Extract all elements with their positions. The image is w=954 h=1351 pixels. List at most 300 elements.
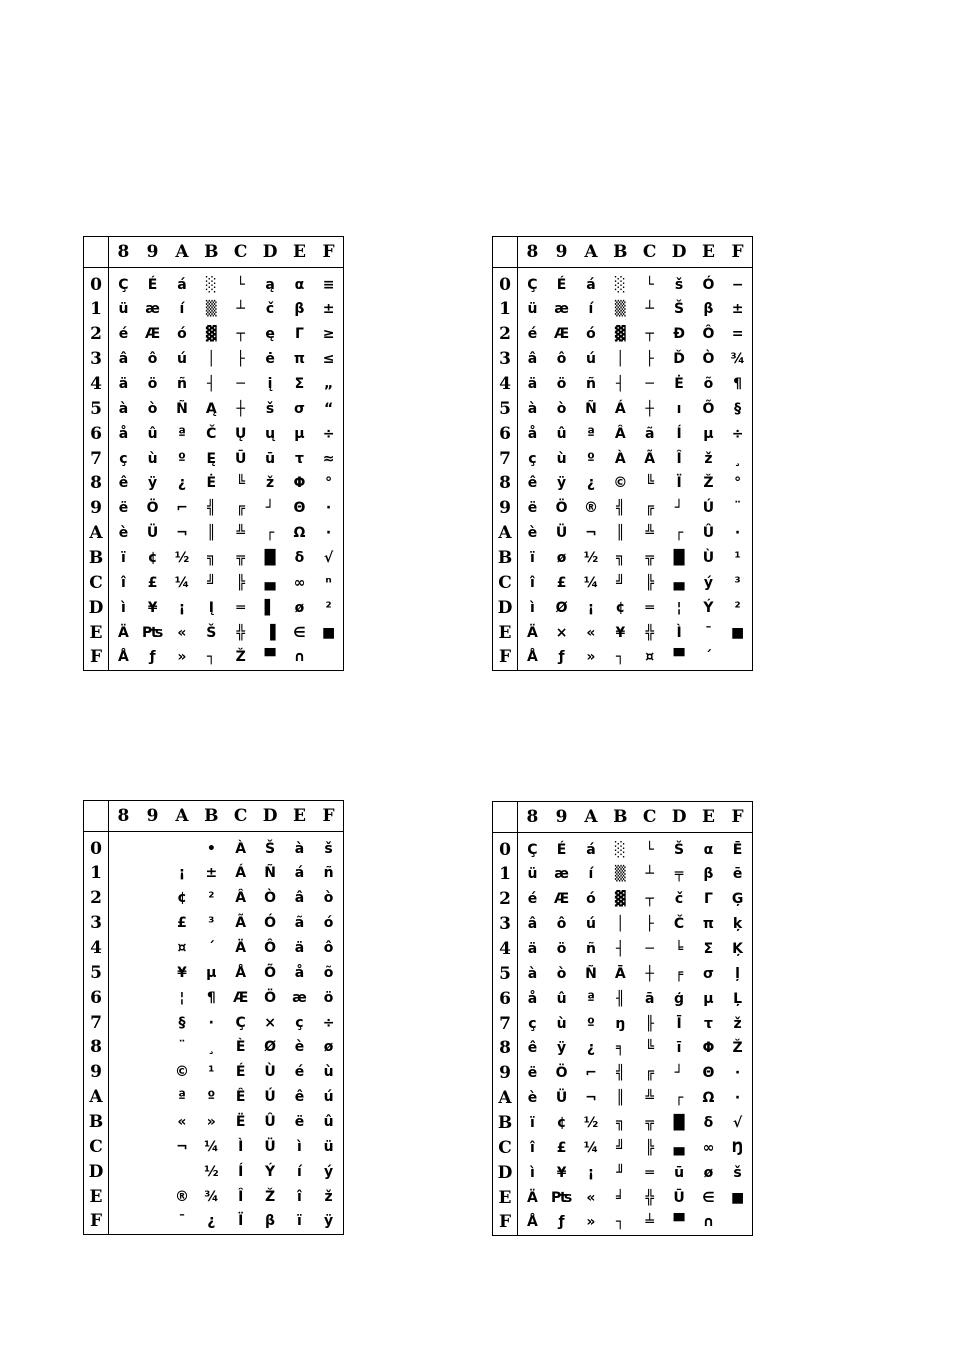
glyph-cell: ─ [236,375,245,392]
glyph-cell: æ [554,301,569,318]
glyph-cell: ▓ [614,326,626,343]
glyph-cell: ¿ [207,1213,216,1230]
glyph-cell: ╩ [645,1090,654,1107]
glyph-cell: £ [556,1139,567,1156]
glyph-cell: Ž [235,649,246,666]
glyph-cell: Σ [294,375,305,392]
glyph-cell: « [586,624,596,641]
glyph-cell: = [731,326,744,343]
glyph-cell: Á [235,865,247,882]
glyph-cell [138,1184,167,1209]
glyph-cell: ú [323,1089,334,1106]
glyph-cell: τ [703,1015,713,1032]
glyph-cell: » [206,1113,216,1130]
glyph-cell: ¬ [176,1138,188,1155]
table-row [493,1086,753,1111]
glyph-cell: ý [703,574,713,591]
glyph-cell: ¯ [704,624,712,641]
row-header: E [493,1185,518,1210]
glyph-cell [138,1159,167,1184]
glyph-cell: ö [323,989,334,1006]
glyph-cell: ╧ [645,1214,654,1231]
glyph-cell: ƒ [558,649,565,666]
table-row [84,832,344,861]
glyph-cell: ╘ [674,940,684,957]
glyph-cell: ■ [321,624,336,641]
glyph-cell: ░ [614,841,626,858]
glyph-cell: ■ [730,1189,745,1206]
column-header: D [664,237,693,268]
glyph-cell: å [294,964,305,981]
corner-cell [84,801,109,832]
glyph-cell: ½ [583,549,599,566]
glyph-cell: ë [527,500,538,517]
glyph-cell: ┌ [265,525,275,542]
table-row [84,936,344,961]
row-header: 2 [84,886,109,911]
glyph-cell: ₧ [550,1189,573,1206]
glyph-cell: · [734,1090,741,1107]
glyph-cell: ¼ [583,574,599,591]
glyph-cell: ¤ [645,649,655,666]
glyph-cell: ╬ [645,624,654,641]
glyph-cell: ø [323,1039,334,1056]
glyph-cell: ƒ [149,649,156,666]
row-header: 8 [493,471,518,496]
glyph-cell: ñ [176,375,187,392]
row-header: 0 [84,832,109,861]
table-row [84,1035,344,1060]
glyph-cell: └ [236,276,245,293]
table-row [84,570,344,595]
table-bottom-right [492,801,753,1236]
glyph-cell: ├ [236,351,245,368]
glyph-cell: ë [527,1065,538,1082]
glyph-cell: √ [323,549,334,566]
glyph-cell: ┴ [645,866,654,883]
glyph-cell: ¢ [615,599,626,616]
glyph-cell: ┐ [616,649,625,666]
column-header: F [314,237,343,268]
glyph-cell: ½ [204,1163,219,1180]
glyph-cell: ø [294,599,305,616]
table-row [493,1036,753,1061]
glyph-cell: å [118,425,129,442]
table-row [84,645,344,671]
glyph-cell: Å [118,649,129,666]
glyph-cell: ¦ [179,989,185,1006]
table-row [84,1085,344,1110]
glyph-cell: ļ [735,965,740,982]
glyph-cell: ¬ [585,525,597,542]
glyph-cell [109,1134,138,1159]
glyph-cell: Ô [264,939,277,956]
column-header: 9 [547,237,576,268]
row-header: 5 [84,396,109,421]
glyph-cell: ñ [585,375,596,392]
glyph-cell: ╕ [616,1040,625,1057]
glyph-cell [138,1010,167,1035]
glyph-cell: ▄ [673,1139,685,1156]
glyph-cell: ╬ [645,1189,654,1206]
glyph-cell: ² [325,599,332,616]
glyph-cell: î [297,1188,302,1205]
row-header: D [493,1160,518,1185]
table-row [493,1011,753,1036]
table-top-left [83,236,344,671]
table-row [84,446,344,471]
glyph-cell: Ù [264,1064,276,1081]
glyph-cell: ¿ [586,475,595,492]
glyph-cell: ┬ [645,891,654,908]
column-header: D [255,237,284,268]
glyph-cell: á [177,276,187,293]
row-header: E [84,1184,109,1209]
column-header: 8 [109,801,138,832]
table-row [84,985,344,1010]
column-header: C [635,802,664,833]
glyph-cell [138,960,167,985]
glyph-cell: î [530,574,535,591]
glyph-cell: « [177,1113,187,1130]
glyph-cell: „ [323,375,334,392]
glyph-cell: ¸ [734,450,742,467]
glyph-cell: è [527,525,538,542]
glyph-cell: ¾ [204,1188,219,1205]
glyph-cell: ¡ [587,599,595,616]
glyph-cell: ø [556,549,567,566]
glyph-cell: ì [530,1164,535,1181]
glyph-cell: ¡ [587,1164,595,1181]
glyph-cell [109,1184,138,1209]
glyph-cell: │ [616,916,625,933]
row-header: 7 [84,1010,109,1035]
glyph-cell: ı [676,400,682,417]
glyph-cell [314,645,343,671]
column-header: D [255,801,284,832]
glyph-cell [109,1010,138,1035]
glyph-cell: ê [294,1089,305,1106]
glyph-cell: ₧ [141,624,164,641]
glyph-cell: Ø [555,599,568,616]
glyph-cell: ö [556,375,567,392]
glyph-cell: ų [265,425,276,442]
glyph-cell: Ž [703,475,714,492]
row-header: 9 [493,1061,518,1086]
glyph-cell: ╠ [645,1139,654,1156]
table-row [493,595,753,620]
table-row [84,496,344,521]
table-row [493,471,753,496]
glyph-cell: ▀ [673,1214,685,1231]
glyph-cell: Æ [233,989,249,1006]
glyph-cell: Ö [555,1065,568,1082]
glyph-cell: ÷ [322,1014,335,1031]
table-row [493,421,753,446]
row-header: B [84,1110,109,1135]
glyph-cell: ≡ [322,276,335,293]
row-header: 5 [84,960,109,985]
glyph-cell: č [265,301,275,318]
glyph-cell: ± [205,865,218,882]
row-header: 3 [84,911,109,936]
glyph-cell: ┤ [616,375,625,392]
glyph-cell: ¸ [207,1039,215,1056]
table-row [84,297,344,322]
glyph-cell: ã [294,915,305,932]
corner-cell [493,802,518,833]
row-header: 9 [84,496,109,521]
glyph-cell: ¬ [176,525,188,542]
glyph-cell: ─ [645,940,654,957]
glyph-cell: ¶ [733,375,743,392]
glyph-cell: Ã [235,915,247,932]
glyph-cell: Å [527,649,538,666]
table-bottom-left [83,800,344,1235]
glyph-cell: ž [324,1188,333,1205]
row-header: 9 [84,1060,109,1085]
glyph-cell: − [731,276,744,293]
table-row [84,1184,344,1209]
glyph-cell: Ω [293,525,306,542]
glyph-cell: Ý [703,599,714,616]
row-header: D [84,1159,109,1184]
column-header: 9 [138,237,167,268]
glyph-cell: ╗ [616,1114,625,1131]
glyph-cell: Ø [264,1039,277,1056]
glyph-cell: à [527,965,538,982]
column-header: A [576,802,605,833]
column-header: A [576,237,605,268]
column-header: 8 [518,237,547,268]
glyph-cell: Š [206,624,217,641]
glyph-cell: ¾ [730,351,745,368]
glyph-cell: ª [586,990,595,1007]
glyph-cell [138,832,167,861]
glyph-cell: Ė [206,475,217,492]
glyph-cell: Ŋ [731,1139,744,1156]
glyph-cell: Å [235,964,247,981]
glyph-cell: î [121,574,126,591]
glyph-cell: ü [323,1138,334,1155]
glyph-cell: ó [586,326,596,343]
glyph-cell: » [177,649,187,666]
glyph-cell: £ [556,574,567,591]
corner-cell [493,237,518,268]
glyph-cell: ÷ [322,425,335,442]
glyph-cell [109,832,138,861]
glyph-cell [109,1085,138,1110]
table-row [493,297,753,322]
row-header: 3 [493,912,518,937]
row-header: A [493,521,518,546]
glyph-cell: ü [118,301,129,318]
glyph-cell: ▓ [614,891,626,908]
row-header: C [84,1134,109,1159]
glyph-cell: ½ [583,1114,599,1131]
glyph-cell [138,1035,167,1060]
row-header: B [84,546,109,571]
row-header: 1 [84,861,109,886]
column-header: B [606,237,635,268]
glyph-cell: Ķ [732,940,743,957]
glyph-cell: ï [121,549,126,566]
glyph-cell: ä [527,375,538,392]
glyph-cell: ã [644,425,655,442]
row-header: 9 [493,496,518,521]
glyph-cell: § [734,400,742,417]
glyph-cell [167,832,196,861]
glyph-cell: ╣ [207,500,216,517]
glyph-cell: Ų [235,425,247,442]
glyph-cell: Ó [264,915,277,932]
glyph-cell: × [555,624,568,641]
column-header: F [314,801,343,832]
glyph-cell: Ê [235,1089,246,1106]
row-header: A [84,521,109,546]
glyph-cell: ┬ [645,326,654,343]
glyph-cell: µ [294,425,305,442]
row-header: 4 [493,372,518,397]
glyph-cell: á [586,276,596,293]
glyph-cell [723,645,752,671]
glyph-cell: ─ [645,375,654,392]
glyph-cell: é [527,326,538,343]
glyph-cell: ╦ [645,1114,654,1131]
glyph-cell: ╒ [674,965,684,982]
glyph-cell: ∩ [702,1214,715,1231]
glyph-cell: Î [676,450,682,467]
glyph-cell: ╔ [645,1065,654,1082]
glyph-cell: ╛ [616,1189,625,1206]
glyph-cell: ╚ [236,475,245,492]
column-header: A [167,801,196,832]
glyph-cell: Ą [205,400,217,417]
glyph-cell: ¯ [178,1213,186,1230]
glyph-cell: É [556,276,567,293]
row-header: 0 [493,268,518,297]
row-header: 1 [84,297,109,322]
glyph-cell: ¿ [586,1040,595,1057]
glyph-cell: ë [294,1113,305,1130]
glyph-cell: ⌐ [585,1065,597,1082]
glyph-cell: ≤ [322,351,335,368]
row-header: F [493,1210,518,1236]
glyph-cell [109,1060,138,1085]
glyph-cell: » [586,1214,596,1231]
glyph-cell: Ï [238,1213,244,1230]
glyph-cell: █ [673,549,685,566]
table-row [84,1010,344,1035]
glyph-cell: ó [323,915,334,932]
glyph-cell: ï [530,549,535,566]
glyph-cell: ÿ [323,1213,334,1230]
glyph-cell: Û [264,1113,276,1130]
glyph-cell: ┐ [616,1214,625,1231]
glyph-cell: Ñ [585,965,597,982]
glyph-cell: ¢ [147,549,158,566]
glyph-cell [138,1110,167,1135]
glyph-cell: ├ [645,351,654,368]
glyph-cell: ª [177,425,186,442]
glyph-cell: ç [528,1015,537,1032]
glyph-cell: Ã [644,450,656,467]
row-header: 2 [84,322,109,347]
glyph-cell: ¶ [206,989,216,1006]
glyph-cell: ╝ [616,574,625,591]
glyph-cell: ¢ [177,890,187,907]
header-row [493,237,753,268]
glyph-cell: ā [644,990,655,1007]
glyph-cell: í [179,301,185,318]
glyph-cell: â [118,351,129,368]
glyph-cell: Ç [527,276,538,293]
glyph-cell: è [118,525,129,542]
glyph-cell: ╩ [236,525,245,542]
glyph-cell: ì [121,599,126,616]
glyph-cell: √ [732,1114,743,1131]
glyph-cell: Ç [527,841,538,858]
row-header: 7 [493,446,518,471]
row-header: 4 [84,372,109,397]
glyph-cell [109,1209,138,1235]
row-header: 3 [493,347,518,372]
glyph-cell: ñ [585,940,596,957]
glyph-cell: ╔ [645,500,654,517]
glyph-cell: ä [527,940,538,957]
glyph-cell: Í [238,1163,244,1180]
glyph-cell: ä [294,939,305,956]
table-row [493,862,753,887]
table-row [493,322,753,347]
glyph-cell: Ç [118,276,129,293]
row-header: 1 [493,862,518,887]
glyph-cell: ¦ [676,599,682,616]
glyph-cell: æ [292,989,307,1006]
glyph-cell: ÿ [147,475,158,492]
glyph-cell: · [325,525,332,542]
table-row [493,521,753,546]
glyph-cell [138,911,167,936]
glyph-cell: è [294,1039,305,1056]
corner-cell [84,237,109,268]
glyph-cell: δ [294,549,305,566]
glyph-cell: ¥ [556,1164,567,1181]
glyph-cell: ķ [732,916,743,933]
glyph-cell: ù [147,450,158,467]
glyph-cell: ¨ [734,500,742,517]
glyph-cell: ╣ [616,500,625,517]
table-row [493,986,753,1011]
header-row [493,802,753,833]
column-header: D [664,802,693,833]
table-row [84,322,344,347]
glyph-cell: õ [703,375,714,392]
glyph-cell [138,886,167,911]
table-row [493,887,753,912]
glyph-cell: ö [147,375,158,392]
glyph-cell: » [586,649,596,666]
row-header: 4 [493,937,518,962]
row-header: F [84,645,109,671]
glyph-cell: ï [530,1114,535,1131]
glyph-cell: ≈ [322,450,335,467]
table-row [493,546,753,571]
glyph-cell: Ę [206,450,217,467]
glyph-cell: ▒ [205,301,217,318]
glyph-cell: Â [614,425,626,442]
glyph-cell: Φ [293,475,306,492]
